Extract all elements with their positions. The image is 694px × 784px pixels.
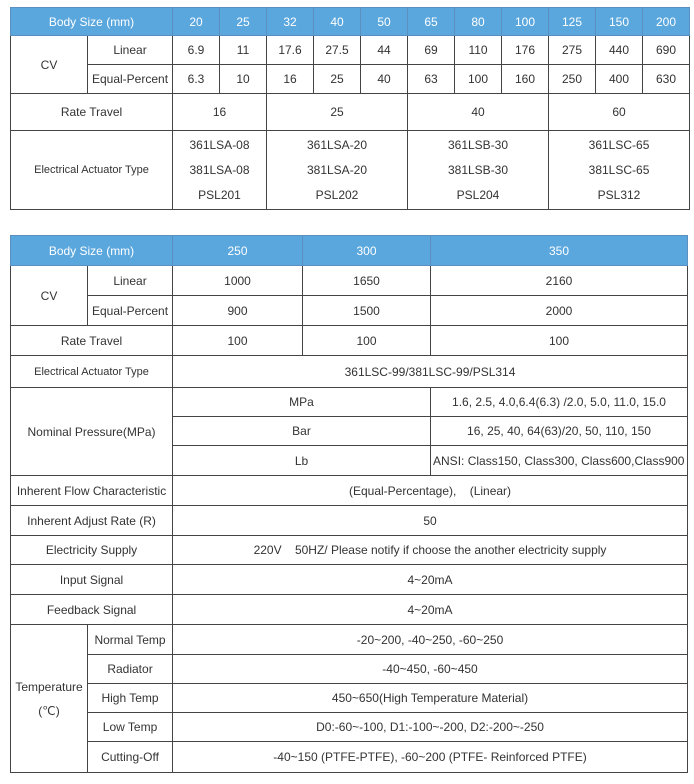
equal-percent-row (11, 65, 690, 94)
equal-percent-row (11, 296, 688, 326)
size-cell: 32 (267, 8, 314, 36)
actuator-label: Electrical Actuator Type (11, 356, 173, 388)
pressure-unit: Bar (173, 417, 431, 446)
table-cell: 40 (361, 65, 408, 94)
actuator-model: 361LSA-08 (189, 137, 250, 152)
table-cell: 11 (220, 36, 267, 65)
pressure-unit: MPa (173, 388, 431, 417)
cv-label: CV (11, 266, 88, 326)
body-size-header: Body Size (mm) (11, 8, 173, 36)
actuator-cell (549, 131, 690, 210)
table-cell: 2000 (431, 296, 688, 326)
flow-value: (Equal-Percentage), (Linear) (173, 476, 688, 506)
flow-row (11, 476, 688, 506)
pressure-value: 16, 25, 40, 64(63)/20, 50, 110, 150 (431, 417, 688, 446)
equal-percent-label: Equal-Percent (88, 65, 173, 94)
size-cell: 40 (314, 8, 361, 36)
table-cell: 1500 (303, 296, 431, 326)
rate-travel-row (11, 94, 690, 131)
temp-range-value: 450~650(High Temperature Material) (173, 684, 688, 713)
body-size-header: Body Size (mm) (11, 236, 173, 266)
table-cell: 6.3 (173, 65, 220, 94)
table-cell: 69 (408, 36, 455, 65)
table-cell: 176 (502, 36, 549, 65)
cv-spec-table-small-sizes (10, 7, 690, 210)
table-cell: 900 (173, 296, 303, 326)
rate-travel-label: Rate Travel (11, 326, 173, 356)
table-cell: 160 (502, 65, 549, 94)
table-cell: 1650 (303, 266, 431, 296)
actuator-label: Electrical Actuator Type (11, 131, 173, 210)
table-cell: 10 (220, 65, 267, 94)
actuator-model: PSL204 (456, 187, 500, 202)
actuator-row (11, 131, 690, 210)
feedback-signal-value: 4~20mA (173, 595, 688, 625)
table-cell: 630 (643, 65, 690, 94)
actuator-cell (408, 131, 549, 210)
table-cell: 100 (173, 326, 303, 356)
table-cell: 100 (431, 326, 688, 356)
table-cell: 100 (455, 65, 502, 94)
adjust-rate-label: Inherent Adjust Rate (R) (11, 506, 173, 536)
table-cell: 40 (408, 94, 549, 131)
size-cell: 50 (361, 8, 408, 36)
table-cell: 440 (596, 36, 643, 65)
table-cell: 1000 (173, 266, 303, 296)
table-cell: 25 (267, 94, 408, 131)
feedback-signal-label: Feedback Signal (11, 595, 173, 625)
table-cell: 275 (549, 36, 596, 65)
rate-travel-row (11, 326, 688, 356)
size-cell: 100 (502, 8, 549, 36)
adjust-rate-row (11, 506, 688, 536)
rate-travel-label: Rate Travel (11, 94, 173, 131)
input-signal-label: Input Signal (11, 565, 173, 595)
actuator-cell (173, 131, 267, 210)
table-cell: 16 (267, 65, 314, 94)
temp-range-value: D0:-60~-100, D1:-100~-200, D2:-200~-250 (173, 713, 688, 742)
table-header-row (11, 236, 688, 266)
temp-row (11, 684, 688, 713)
table-cell: 690 (643, 36, 690, 65)
size-cell: 250 (173, 236, 303, 266)
nominal-pressure-label: Nominal Pressure(MPa) (11, 388, 173, 476)
electricity-label: Electricity Supply (11, 536, 173, 565)
feedback-signal-row (11, 595, 688, 625)
linear-row (11, 266, 688, 296)
linear-label: Linear (88, 266, 173, 296)
table-cell: 25 (314, 65, 361, 94)
actuator-model: 361LSC-65 (588, 137, 650, 152)
temp-range-value: -40~450, -60~450 (173, 655, 688, 684)
size-cell: 80 (455, 8, 502, 36)
pressure-row (11, 388, 688, 417)
linear-row (11, 36, 690, 65)
table-cell: 6.9 (173, 36, 220, 65)
temperature-label-cell (11, 625, 88, 773)
actuator-model: 361LSA-20 (306, 137, 368, 152)
table-cell: 110 (455, 36, 502, 65)
flow-label: Inherent Flow Characteristic (11, 476, 173, 506)
actuator-value: 361LSC-99/381LSC-99/PSL314 (173, 356, 688, 388)
temp-type-label: Cutting-Off (88, 742, 173, 773)
equal-percent-label: Equal-Percent (88, 296, 173, 326)
actuator-model: 381LSA-20 (306, 162, 368, 177)
actuator-model: 381LSA-08 (189, 162, 250, 177)
actuator-model: 381LSC-65 (588, 162, 650, 177)
input-signal-row (11, 565, 688, 595)
pressure-value: ANSI: Class150, Class300, Class600,Class900 (431, 446, 688, 476)
table-cell: 60 (549, 94, 690, 131)
table-cell: 63 (408, 65, 455, 94)
actuator-row (11, 356, 688, 388)
size-cell: 350 (431, 236, 688, 266)
actuator-model: PSL201 (198, 187, 241, 202)
temp-type-label: Radiator (88, 655, 173, 684)
size-cell: 300 (303, 236, 431, 266)
table-cell: 400 (596, 65, 643, 94)
actuator-model: 361LSB-30 (447, 137, 509, 152)
size-cell: 25 (220, 8, 267, 36)
temp-type-label: High Temp (88, 684, 173, 713)
table-cell: 250 (549, 65, 596, 94)
size-cell: 20 (173, 8, 220, 36)
cv-label: CV (11, 36, 88, 94)
temp-row (11, 742, 688, 773)
table-cell: 2160 (431, 266, 688, 296)
temperature-unit: (℃) (38, 703, 60, 718)
cv-spec-table-large-sizes (10, 235, 688, 773)
input-signal-value: 4~20mA (173, 565, 688, 595)
actuator-model: PSL202 (315, 187, 359, 202)
size-cell: 65 (408, 8, 455, 36)
temp-range-value: -20~200, -40~250, -60~250 (173, 625, 688, 655)
size-cell: 200 (643, 8, 690, 36)
table-cell: 100 (303, 326, 431, 356)
temp-type-label: Normal Temp (88, 625, 173, 655)
table-cell: 16 (173, 94, 267, 131)
temp-range-value: -40~150 (PTFE-PTFE), -60~200 (PTFE- Reinforced PTFE) (173, 742, 688, 773)
electricity-value: 220V 50HZ/ Please notify if choose the another electricity supply (173, 536, 688, 565)
pressure-value: 1.6, 2.5, 4.0,6.4(6.3) /2.0, 5.0, 11.0, 15.0 (431, 388, 688, 417)
pressure-unit: Lb (173, 446, 431, 476)
actuator-model: 381LSB-30 (447, 162, 509, 177)
table-cell: 17.6 (267, 36, 314, 65)
size-cell: 150 (596, 8, 643, 36)
table-cell: 27.5 (314, 36, 361, 65)
electricity-row (11, 536, 688, 565)
adjust-rate-value: 50 (173, 506, 688, 536)
temp-row (11, 625, 688, 655)
actuator-model: PSL312 (597, 187, 641, 202)
temperature-label: Temperature (15, 679, 83, 694)
size-cell: 125 (549, 8, 596, 36)
linear-label: Linear (88, 36, 173, 65)
table-header-row (11, 8, 690, 36)
actuator-cell (267, 131, 408, 210)
temp-type-label: Low Temp (88, 713, 173, 742)
temp-row (11, 713, 688, 742)
table-cell: 44 (361, 36, 408, 65)
temp-row (11, 655, 688, 684)
